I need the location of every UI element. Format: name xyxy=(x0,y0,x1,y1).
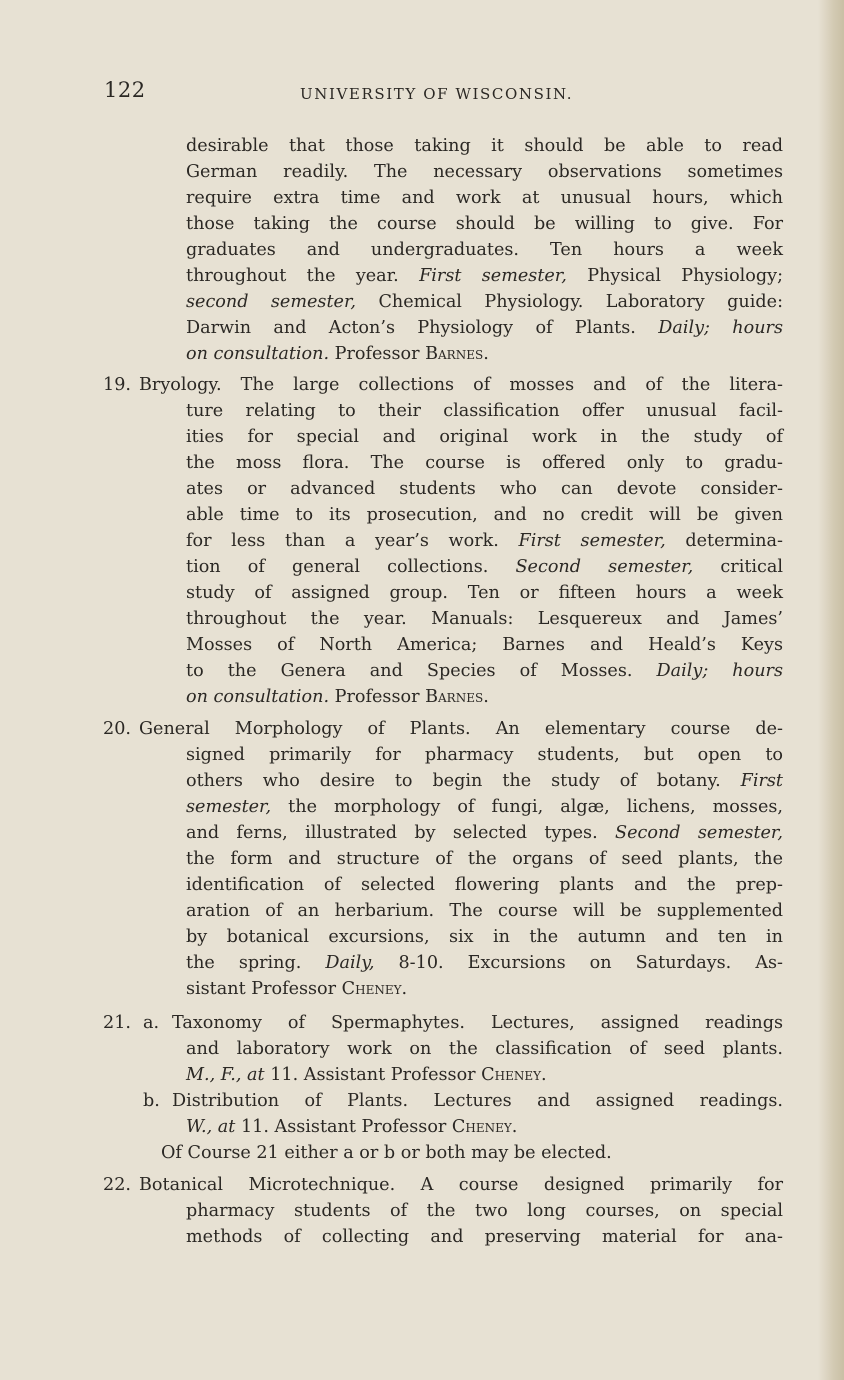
text-line: for less than a year’s work. First semester, determina- xyxy=(186,531,783,551)
course-number: 21. xyxy=(103,1013,131,1033)
text-line: the spring. Daily, 8-10. Excursions on Saturdays. As- xyxy=(186,953,783,973)
text-line: to the Genera and Species of Mosses. Daily; hours xyxy=(186,661,783,681)
sub-course-marker: a. xyxy=(143,1013,160,1033)
text-line: Distribution of Plants. Lectures and assigned readings. xyxy=(172,1091,783,1111)
page-number: 122 xyxy=(104,78,146,102)
text-line: able time to its prosecution, and no credit will be given xyxy=(186,505,783,525)
text-line: by botanical excursions, six in the autumn and ten in xyxy=(186,927,783,947)
text-line: desirable that those taking it should be able to read xyxy=(186,136,783,156)
text-line: Taxonomy of Spermaphytes. Lectures, assigned readings xyxy=(172,1013,783,1033)
text-line: Bryology. The large collections of mosses and of the litera- xyxy=(139,375,783,395)
text-line: ture relating to their classification offer unusual facil- xyxy=(186,401,783,421)
sub-course-marker: b. xyxy=(143,1091,160,1111)
text-line: General Morphology of Plants. An elementary course de- xyxy=(139,719,783,739)
text-line: Mosses of North America; Barnes and Heald’s Keys xyxy=(186,635,783,655)
text-line: second semester, Chemical Physiology. Laboratory guide: xyxy=(186,292,783,312)
text-line: Botanical Microtechnique. A course designed primarily for xyxy=(139,1175,783,1195)
text-line: on consultation. Professor Barnes. xyxy=(186,687,489,707)
text-line: M., F., at 11. Assistant Professor Cheney. xyxy=(186,1065,547,1085)
text-line: Darwin and Acton’s Physiology of Plants. Daily; hours xyxy=(186,318,783,338)
running-header xyxy=(0,78,844,108)
text-line: those taking the course should be willing to give. For xyxy=(186,214,783,234)
text-line: graduates and undergraduates. Ten hours a week xyxy=(186,240,783,260)
text-line: ities for special and original work in the study of xyxy=(186,427,783,447)
text-line: the form and structure of the organs of seed plants, the xyxy=(186,849,783,869)
text-line: others who desire to begin the study of botany. First xyxy=(186,771,783,791)
text-line: W., at 11. Assistant Professor Cheney. xyxy=(186,1117,518,1137)
text-line: throughout the year. Manuals: Lesquereux and James’ xyxy=(186,609,783,629)
election-note: Of Course 21 either a or b or both may be elected. xyxy=(161,1143,612,1163)
text-line: German readily. The necessary observations sometimes xyxy=(186,162,783,182)
text-line: study of assigned group. Ten or fifteen hours a week xyxy=(186,583,783,603)
text-line: tion of general collections. Second semester, critical xyxy=(186,557,783,577)
text-line: signed primarily for pharmacy students, but open to xyxy=(186,745,783,765)
text-line: and laboratory work on the classification of seed plants. xyxy=(186,1039,783,1059)
text-line: pharmacy students of the two long courses, on special xyxy=(186,1201,783,1221)
text-line: the moss flora. The course is offered only to gradu- xyxy=(186,453,783,473)
text-line: ates or advanced students who can devote consider- xyxy=(186,479,783,499)
text-line: semester, the morphology of fungi, algæ, lichens, mosses, xyxy=(186,797,783,817)
text-line: sistant Professor Cheney. xyxy=(186,979,408,999)
text-line: on consultation. Professor Barnes. xyxy=(186,344,489,364)
text-line: require extra time and work at unusual hours, which xyxy=(186,188,783,208)
running-title: UNIVERSITY OF WISCONSIN. xyxy=(300,85,574,103)
course-number: 22. xyxy=(103,1175,131,1195)
page-edge-shadow xyxy=(818,0,844,1380)
course-number: 19. xyxy=(103,375,131,395)
text-line: throughout the year. First semester, Physical Physiology; xyxy=(186,266,784,286)
course-number: 20. xyxy=(103,719,131,739)
text-line: and ferns, illustrated by selected types. Second semester, xyxy=(186,823,784,843)
text-line: identification of selected flowering plants and the prep- xyxy=(186,875,783,895)
text-line: methods of collecting and preserving material for ana- xyxy=(186,1227,783,1247)
text-line: aration of an herbarium. The course will be supplemented xyxy=(186,901,783,921)
